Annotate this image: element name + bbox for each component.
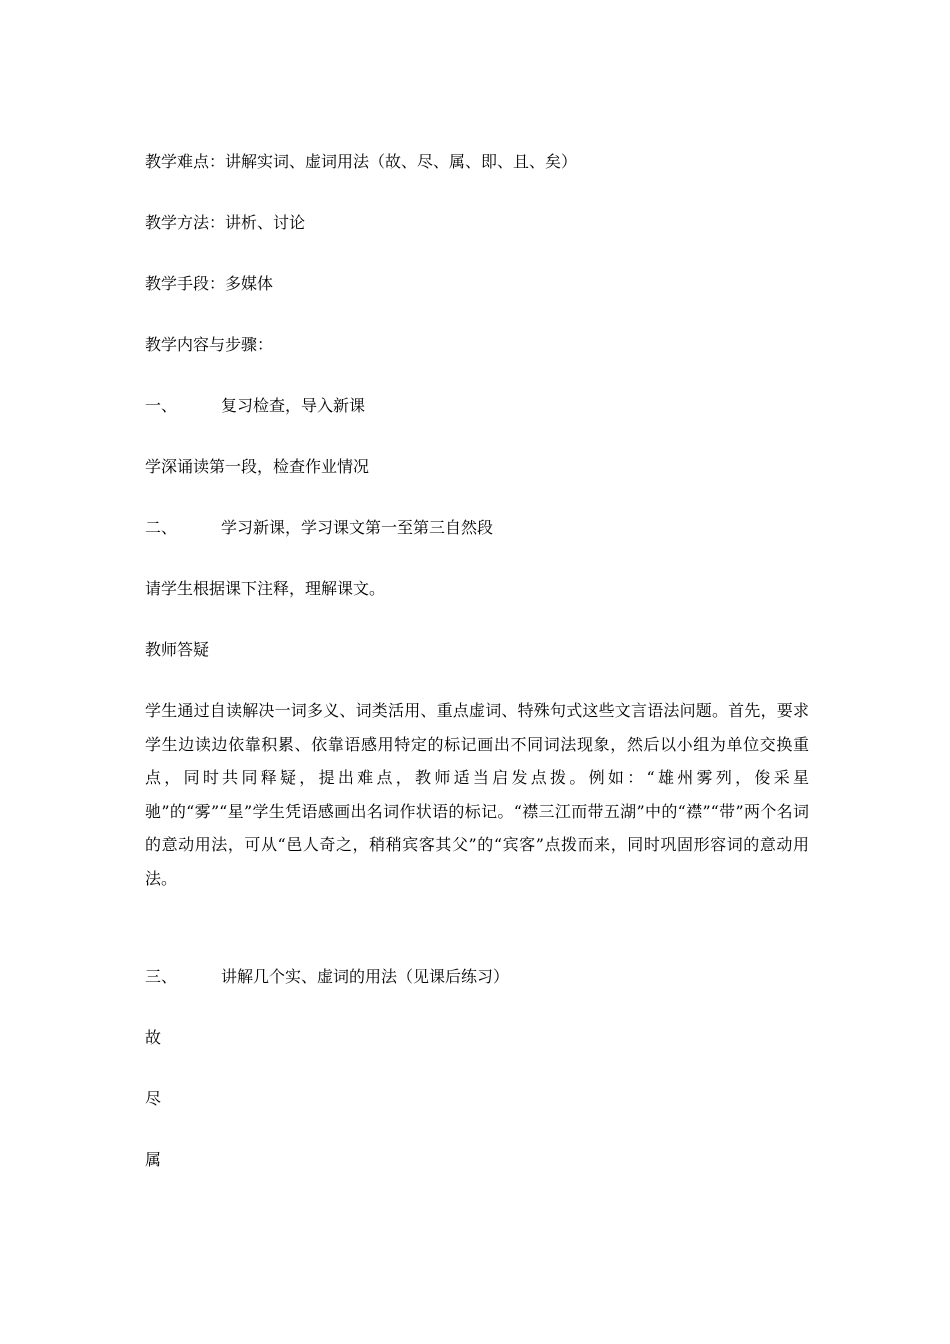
teaching-method: 教学方法：讲析、讨论: [145, 213, 306, 232]
step-3-number: 三、: [145, 967, 178, 986]
step-2-detail-2: 教师答疑: [145, 640, 210, 659]
step-2-heading: [145, 518, 493, 538]
step-1-detail: 学深诵读第一段，检查作业情况: [145, 457, 370, 476]
teaching-difficulty: 教学难点：讲解实词、虚词用法（故、尽、属、即、且、矣）: [145, 152, 578, 171]
word-item-2: 尽: [145, 1089, 162, 1108]
step-3-title: 讲解几个实、虚词的用法（见课后练习）: [221, 967, 510, 986]
step-2-detail-1: 请学生根据课下注释，理解课文。: [145, 579, 386, 598]
step-2-number: 二、: [145, 518, 178, 537]
teaching-means: 教学手段：多媒体: [145, 274, 274, 293]
step-1-title: 复习检查，导入新课: [221, 396, 366, 415]
step-3-heading: [145, 967, 509, 987]
content-heading: 教学内容与步骤：: [145, 335, 274, 354]
step-1-number: 一、: [145, 396, 178, 415]
explanation-paragraph: 学生通过自读解决一词多义、词类活用、重点虚词、特殊句式这些文言语法问题。首先，要求学生边读边依靠积累、依靠语感用特定的标记画出不同词法现象，然后以小组为单位交换重点，同时共同释疑，提出难点，教师适当启发点拨。例如：“雄州雾列，俊采星驰”的“雾”“星”学生凭语感画出名词作状语的标记。“襟三江而带五湖”中的“襟”“带”两个名词的意动用法，可从“邑人奇之，稍稍宾客其父”的“宾客”点拨而来，同时巩固形容词的意动用法。: [145, 701, 809, 888]
word-item-1: 故: [145, 1028, 162, 1047]
step-2-title: 学习新课，学习课文第一至第三自然段: [221, 518, 494, 537]
word-item-3: 属: [145, 1150, 162, 1169]
step-1-heading: [145, 396, 365, 416]
